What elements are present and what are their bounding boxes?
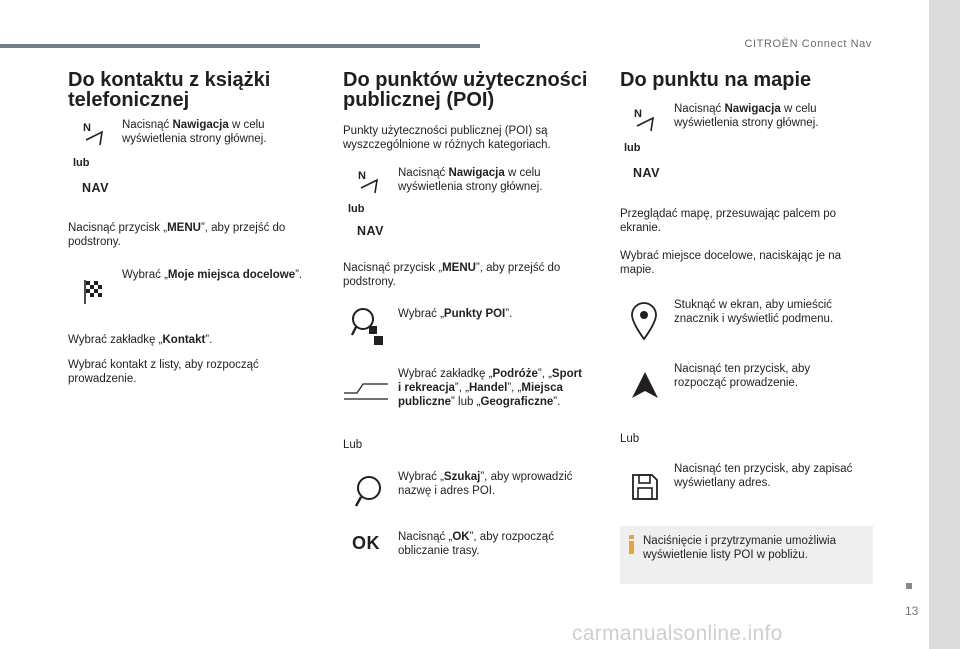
info-icon [627, 535, 635, 555]
col2-intro-line1: Punkty użyteczności publicznej (POI) są [343, 125, 548, 137]
col2-step4-line3: publiczne” lub „Geograficzne”. [398, 396, 561, 408]
col3-step3-line2: rozpocząć prowadzenie. [674, 377, 799, 389]
col3-nav-button: NAV [633, 166, 660, 180]
ok-button-icon: OK [352, 533, 380, 553]
col2-step2: Nacisnąć przycisk „MENU”, aby przejść do [343, 262, 561, 274]
location-pin-icon [629, 301, 659, 341]
brand-header: CITROËN Connect Nav [744, 38, 872, 50]
col2-step4-line2: i rekreacja”, „Handel”, „Miejsca [398, 382, 563, 394]
col1-step1-line2: wyświetlenia strony głównej. [122, 133, 267, 145]
navigation-arrow-icon [359, 176, 381, 196]
col1-step2-line2: podstrony. [68, 236, 121, 248]
col2-step3: Wybrać „Punkty POI”. [398, 308, 513, 320]
col2-or: Lub [343, 439, 363, 451]
col2-step1: Nacisnąć Nawigacja w celu [398, 167, 541, 179]
col3-p2-line1: Wybrać miejsce docelowe, naciskając je na [620, 250, 842, 262]
col3-p2-line2: mapie. [620, 264, 655, 276]
poi-search-icon [350, 306, 386, 346]
col2-step4: Wybrać zakładkę „Podróże”, „Sport [398, 368, 582, 380]
col3-step4-line1: Nacisnąć ten przycisk, aby zapisać [674, 463, 853, 475]
col3-nav-n: N [634, 108, 642, 120]
col1-title-line1: Do kontaktu z książki [68, 69, 271, 91]
col3-or: Lub [620, 433, 640, 445]
col1-title-line2: telefonicznej [68, 89, 190, 111]
col2-nav-button: NAV [357, 224, 384, 238]
col3-step3-line1: Nacisnąć ten przycisk, aby [674, 363, 811, 375]
top-rule [0, 44, 480, 48]
tab-icon [343, 381, 389, 401]
col1-step5-line1: Wybrać kontakt z listy, aby rozpocząć [68, 359, 259, 371]
col3-step1-line2: wyświetlenia strony głównej. [674, 117, 819, 129]
col3-step2-line1: Stuknąć w ekran, aby umieścić [674, 299, 832, 311]
col1-nav-n: N [83, 122, 91, 134]
info-text-line2: wyświetlenie listy POI w pobliżu. [643, 549, 808, 561]
watermark: carmanualsonline.info [572, 622, 783, 645]
col2-step5-line2: nazwę i adres POI. [398, 485, 496, 497]
info-text-line1: Naciśnięcie i przytrzymanie umożliwia [643, 535, 837, 547]
page-number: 13 [905, 604, 919, 618]
col3-step1: Nacisnąć Nawigacja w celu [674, 103, 817, 115]
navigation-arrow-icon [84, 128, 106, 148]
page-edge-strip [929, 0, 960, 649]
col2-title-line1: Do punktów użyteczności [343, 69, 588, 91]
col1-lub: lub [73, 157, 90, 169]
col1-step3: Wybrać „Moje miejsca docelowe”. [122, 269, 303, 281]
col3-p1-line2: ekranie. [620, 222, 661, 234]
checkered-flag-icon [83, 279, 105, 305]
save-icon [630, 472, 660, 502]
section-marker [906, 583, 912, 589]
col2-step6-line2: obliczanie trasy. [398, 545, 480, 557]
search-icon [353, 474, 385, 510]
col3-step4-line2: wyświetlany adres. [674, 477, 771, 489]
col3-step2-line2: znacznik i wyświetlić podmenu. [674, 313, 834, 325]
col2-lub: lub [348, 203, 365, 215]
col2-step5: Wybrać „Szukaj”, aby wprowadzić [398, 471, 573, 483]
col2-step6: Nacisnąć „OK”, aby rozpocząć [398, 531, 554, 543]
col3-title: Do punktu na mapie [620, 69, 812, 91]
start-navigation-icon [630, 370, 660, 400]
navigation-arrow-icon [635, 114, 657, 134]
col2-step1-line2: wyświetlenia strony głównej. [398, 181, 543, 193]
col2-nav-n: N [358, 170, 366, 182]
col1-nav-button: NAV [82, 181, 109, 195]
col1-step5-line2: prowadzenie. [68, 373, 137, 385]
col1-step2: Nacisnąć przycisk „MENU”, aby przejść do [68, 222, 286, 234]
col3-lub: lub [624, 142, 641, 154]
col1-step1: Nacisnąć Nawigacja w celu [122, 119, 265, 131]
col1-step4: Wybrać zakładkę „Kontakt”. [68, 334, 213, 346]
col2-intro-line2: wyszczególnione w różnych kategoriach. [343, 139, 551, 151]
col2-title-line2: publicznej (POI) [343, 89, 495, 111]
col3-p1-line1: Przeglądać mapę, przesuwając palcem po [620, 208, 837, 220]
col2-step2-line2: podstrony. [343, 276, 396, 288]
